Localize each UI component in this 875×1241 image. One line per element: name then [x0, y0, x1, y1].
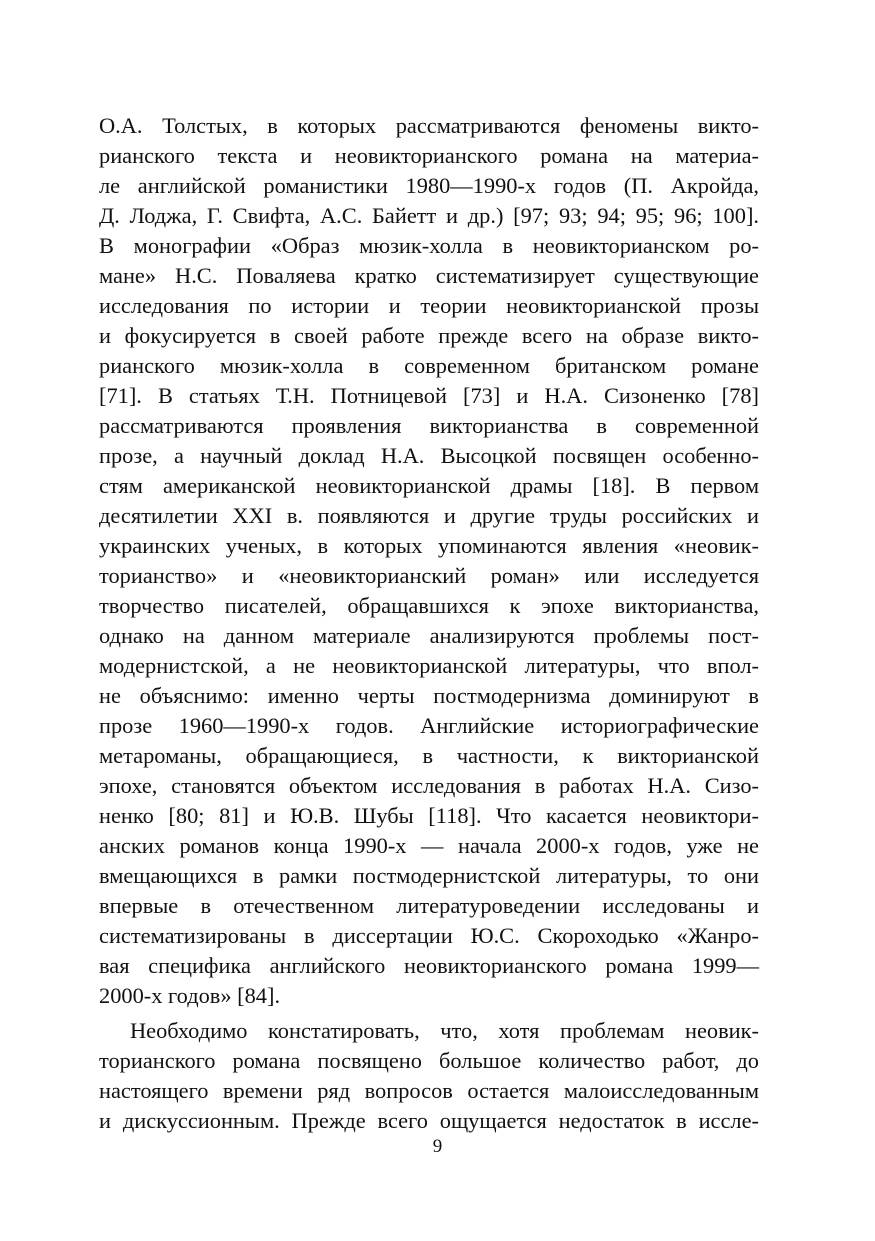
text-line: десятилетии XXI в. появляются и другие труды российских и	[99, 503, 759, 528]
text-line: и фокусируется в своей работе прежде всего на образе викто-	[99, 323, 759, 348]
text-line: метаромaны, обращающиеся, в частности, к викторианской	[99, 743, 759, 768]
text-line: В монографии «Образ мюзик-холла в неовикторианском ро-	[99, 233, 759, 258]
text-line: 2000-х годов» [84].	[99, 983, 281, 1008]
text-line: торианского романа посвящено большое количество работ, до	[99, 1048, 759, 1073]
text-line: впервые в отечественном литературоведении исследованы и	[99, 893, 759, 918]
page-number: 9	[432, 1136, 443, 1157]
text-line: творчество писателей, обращавшихся к эпохе викторианства,	[99, 593, 759, 618]
text-line: торианство» и «неовикторианский роман» или исследуется	[99, 563, 759, 588]
text-line: украинских ученых, в которых упоминаются явления «неовик-	[99, 533, 759, 558]
text-line: вмещающихся в рамки постмодернистской литературы, то они	[99, 863, 759, 888]
text-line: эпохе, становятся объектом исследования в работах Н.А. Сизо-	[99, 773, 759, 798]
text-line: [71]. В статьях Т.Н. Потницевой [73] и Н.А. Сизоненко [78]	[99, 383, 759, 408]
text-line: однако на данном материале анализируются проблемы пост-	[99, 623, 759, 648]
paragraph-2	[99, 1016, 759, 1136]
text-line: анских романов конца 1990-х — начала 2000-х годов, уже не	[99, 833, 759, 858]
text-line: Необходимо констатировать, что, хотя проблемам неовик-	[130, 1018, 759, 1043]
text-line: ле английской романистики 1980—1990-х годов (П. Акройда,	[99, 173, 759, 198]
text-line: настоящего времени ряд вопросов остается малоисследованным	[99, 1078, 759, 1103]
text-line: прозе 1960—1990-х годов. Английские историографические	[99, 713, 759, 738]
text-line: ненко [80; 81] и Ю.В. Шубы [118]. Что касается неовиктори-	[99, 803, 759, 828]
text-line: Д. Лоджа, Г. Свифта, А.С. Байетт и др.) [97; 93; 94; 95; 96; 100].	[99, 203, 759, 228]
text-line: не объяснимо: именно черты постмодернизма доминируют в	[99, 683, 759, 708]
text-line: рассматриваются проявления викторианства в современной	[99, 413, 759, 438]
text-line: О.А. Толстых, в которых рассматриваются феномены викто-	[99, 113, 759, 138]
text-line: вая специфика английского неовикторианского романа 1999—	[99, 953, 759, 978]
text-line: и дискуссионным. Прежде всего ощущается недостаток в иссле-	[99, 1108, 759, 1133]
body-text	[99, 111, 759, 1136]
text-line: исследования по истории и теории неовикторианской прозы	[99, 293, 759, 318]
text-line: модернистской, а не неовикторианской литературы, что впол-	[99, 653, 759, 678]
text-line: мане» Н.С. Поваляева кратко систематизирует существующие	[99, 263, 759, 288]
text-line: рианского текста и неовикторианского романа на материа-	[99, 143, 759, 168]
paragraph-1	[99, 111, 759, 1011]
text-line: прозе, а научный доклад Н.А. Высоцкой посвящен особенно-	[99, 443, 759, 468]
text-line: систематизированы в диссертации Ю.С. Скороходько «Жанро-	[99, 923, 759, 948]
text-line: рианского мюзик-холла в современном британском романе	[99, 353, 759, 378]
text-line: стям американской неовикторианской драмы [18]. В первом	[99, 473, 759, 498]
